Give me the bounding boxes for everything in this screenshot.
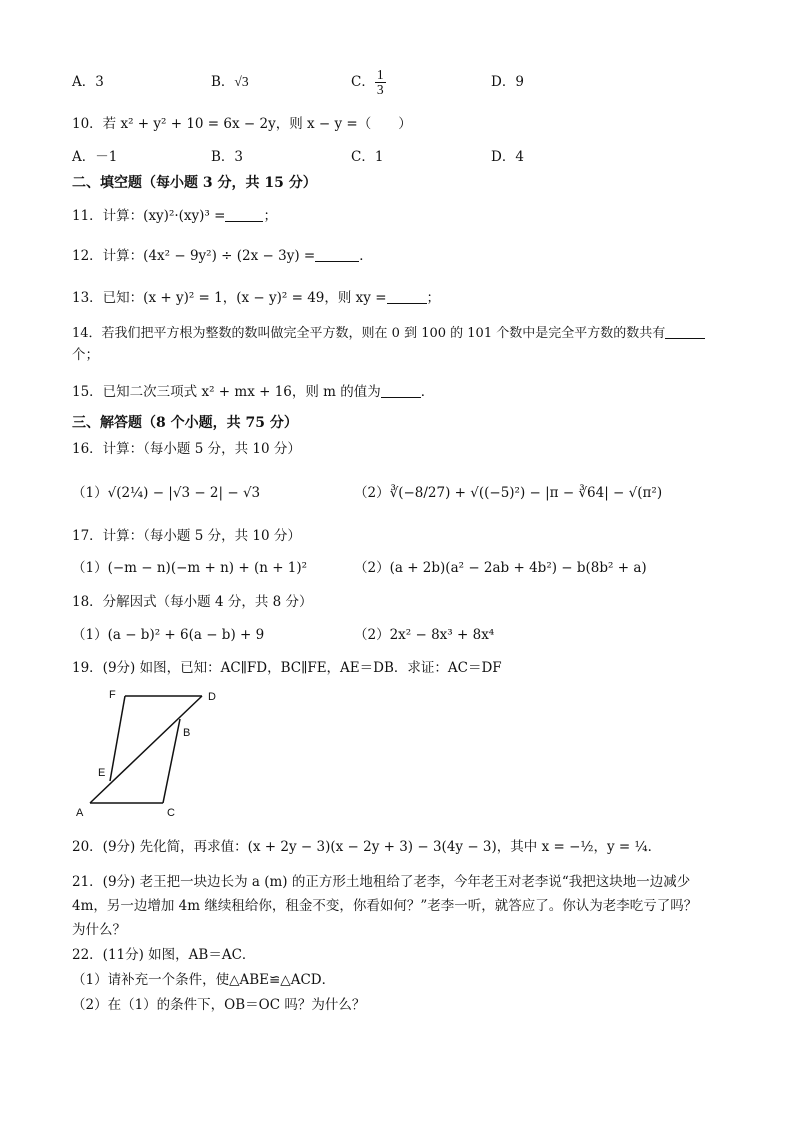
q9-option-c — [351, 64, 386, 100]
section-2-heading: 二、填空题（每小题 3 分，共 15 分） — [72, 175, 317, 191]
q10-option-d: D．4 — [491, 149, 524, 165]
question-21-line-1: 21．(9分) 老王把一块边长为 a (m) 的正方形土地租给了老李，今年老王对老李说“我把这块地一边减少 — [72, 874, 691, 890]
answer-blank-15[interactable] — [381, 383, 421, 398]
answer-blank-12[interactable] — [315, 247, 359, 262]
question-22-part-1: （1）请补充一个条件，使△ABE≌△ACD． — [72, 972, 336, 988]
question-16-part-1: （1）√(2¼) − |√3 − 2| − √3 — [72, 485, 261, 501]
section-3-heading: 三、解答题（8 个小题，共 75 分） — [72, 415, 298, 431]
q10-option-a: A．－1 — [72, 149, 118, 165]
question-14-line-2: 个； — [72, 347, 99, 363]
question-14-line-1 — [72, 324, 705, 343]
q9-option-c-denominator: 3 — [376, 82, 384, 97]
question-12-text: 12．计算：(4x² − 9y²) ÷ (2x − 3y) = — [72, 248, 316, 264]
question-11-text: 11．计算：(xy)²·(xy)³ = — [72, 208, 226, 224]
question-18: 18．分解因式（每小题 4 分，共 8 分） — [72, 594, 313, 610]
question-12 — [72, 247, 373, 265]
q10-option-c: C．1 — [351, 149, 384, 165]
label-d: D — [208, 691, 216, 703]
question-22-part-2: （2）在（1）的条件下，OB＝OC 吗？为什么？ — [72, 997, 366, 1013]
question-21-line-3: 为什么？ — [72, 922, 126, 938]
q9-option-b — [211, 73, 249, 91]
segment-fe — [110, 696, 125, 781]
question-13 — [72, 289, 440, 307]
q9-option-c-prefix: C． — [351, 74, 375, 90]
question-15-end: ． — [420, 384, 435, 400]
parallelogram-figure — [70, 686, 230, 821]
question-15 — [72, 383, 434, 401]
question-13-text: 13．已知：(x + y)² = 1，(x − y)² = 49，则 xy = — [72, 290, 387, 306]
q9-option-c-numerator: 1 — [376, 67, 384, 82]
label-c: C — [167, 807, 175, 819]
question-14-text: 14．若我们把平方根为整数的数叫做完全平方数，则在 0 到 100 的 101 个数中是完全平方数的数共有 — [72, 326, 666, 341]
question-16-part-2: （2）∛(−8/27) + √((−5)²) − |π − ∛64| − √(π²) — [354, 485, 663, 501]
answer-blank-11[interactable] — [225, 207, 263, 222]
question-11-end: ； — [263, 208, 277, 224]
question-20: 20．(9分) 先化简，再求值：(x + 2y − 3)(x − 2y + 3) − 3(4y − 3)，其中 x = −½，y = ¼． — [72, 839, 662, 855]
question-11 — [72, 207, 277, 225]
question-17: 17．计算：（每小题 5 分，共 10 分） — [72, 528, 301, 544]
q9-option-a: A．3 — [72, 74, 104, 90]
q10-stem: 10．若 x² + y² + 10 = 6x − 2y，则 x − y =（ ） — [72, 116, 412, 132]
q9-option-b-prefix: B． — [211, 74, 235, 90]
segment-ad — [90, 696, 202, 803]
question-17-part-2: （2）(a + 2b)(a² − 2ab + 4b²) − b(8b² + a) — [354, 560, 647, 576]
question-13-end: ； — [426, 290, 441, 306]
answer-blank-14[interactable] — [665, 324, 705, 339]
question-15-text: 15．已知二次三项式 x² + mx + 16，则 m 的值为 — [72, 384, 381, 400]
question-18-part-1: （1）(a − b)² + 6(a − b) + 9 — [72, 627, 265, 643]
question-17-part-1: （1）(−m − n)(−m + n) + (n + 1)² — [72, 560, 308, 576]
q10-option-b: B．3 — [211, 149, 244, 165]
q9-option-b-value: √3 — [234, 74, 249, 89]
question-12-end: ． — [359, 248, 373, 264]
q9-option-c-fraction — [375, 68, 386, 97]
label-f: F — [109, 689, 116, 701]
question-18-part-2: （2）2x² − 8x³ + 8x⁴ — [354, 627, 495, 643]
question-19: 19．(9分) 如图，已知：AC∥FD，BC∥FE，AE＝DB．求证：AC＝DF — [72, 660, 502, 676]
label-e: E — [98, 767, 106, 779]
label-a: A — [76, 807, 84, 819]
question-22: 22．(11分) 如图，AB＝AC． — [72, 947, 256, 963]
label-b: B — [183, 727, 191, 739]
question-16: 16．计算：（每小题 5 分，共 10 分） — [72, 441, 301, 457]
question-21-line-2: 4m，另一边增加 4m 继续租给你，租金不变，你看如何？”老李一听，就答应了。你认为老李吃亏了吗？ — [72, 898, 698, 914]
q9-option-d: D．9 — [491, 74, 524, 90]
answer-blank-13[interactable] — [387, 289, 427, 304]
